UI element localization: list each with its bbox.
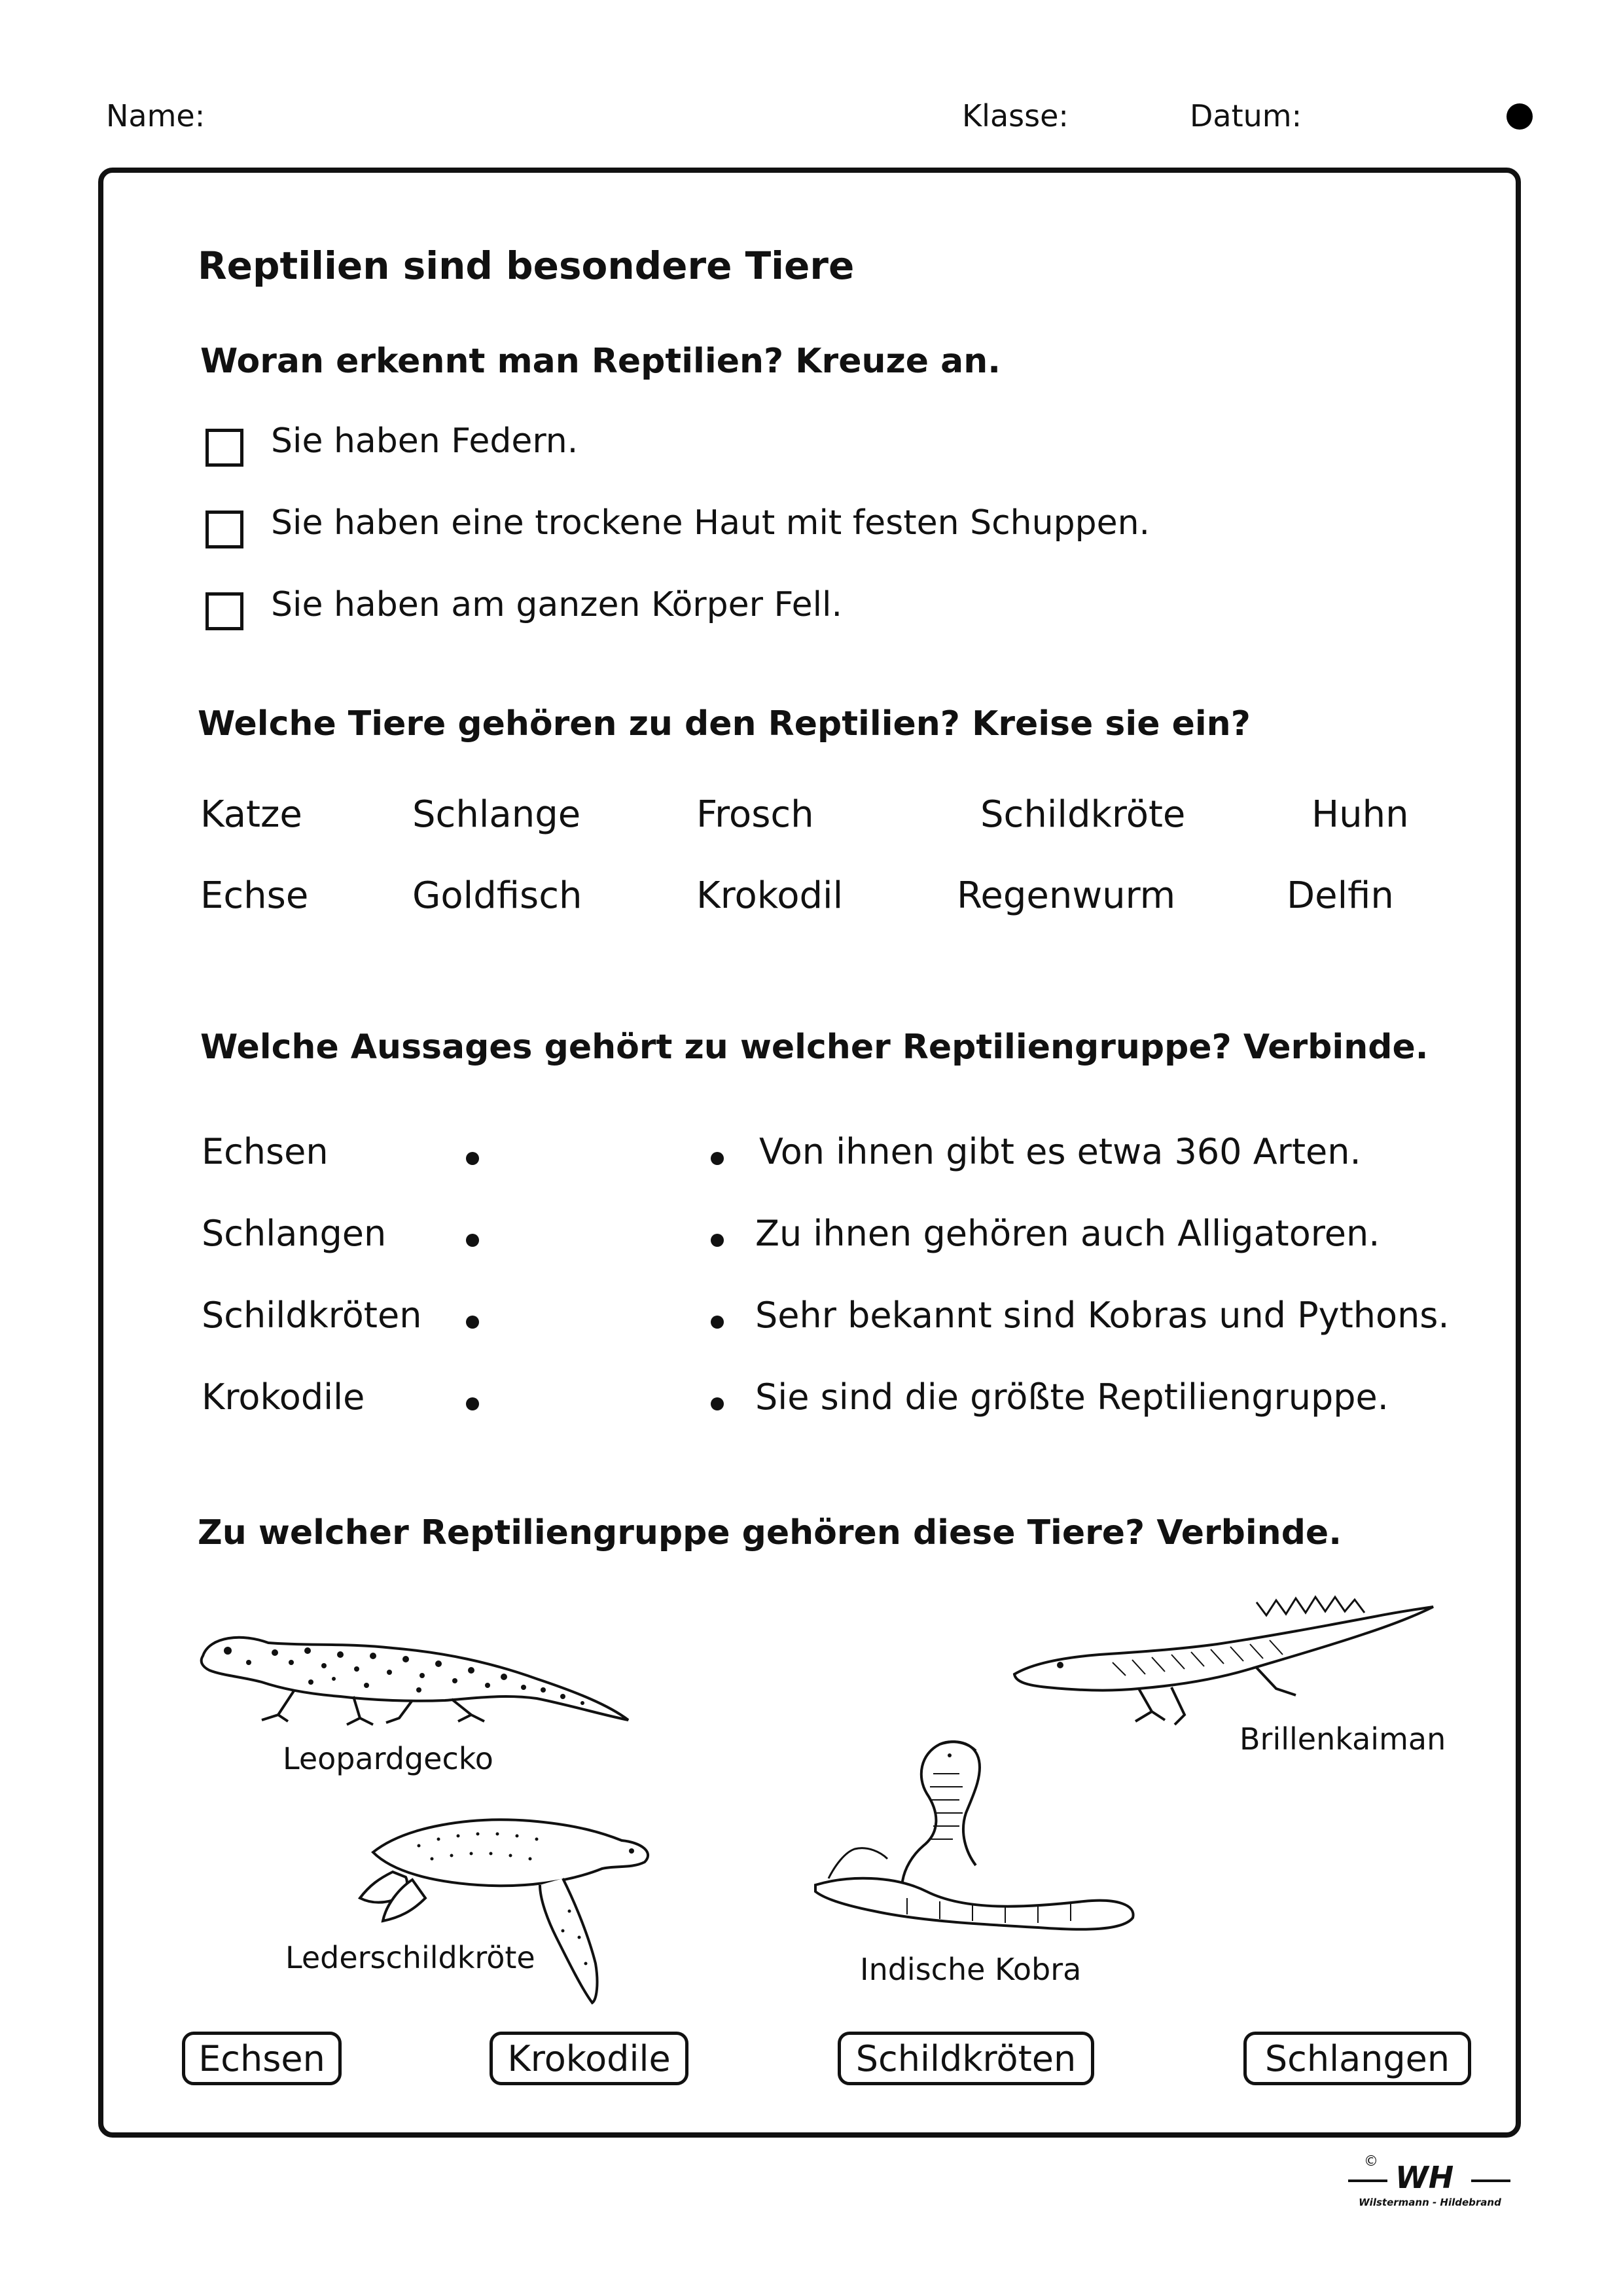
animal-caption: Lederschildkröte [285, 1940, 535, 1975]
connect-dot-left[interactable] [466, 1152, 479, 1165]
group-box-label: Krokodile [507, 2037, 671, 2079]
question-identify-reptiles: Woran erkennt man Reptilien? Kreuze an. [200, 342, 1001, 381]
date-label: Datum: [1190, 98, 1302, 134]
checkbox-option-3[interactable] [205, 592, 243, 630]
checkbox-option-2[interactable] [205, 511, 243, 548]
word-option[interactable]: Frosch [696, 793, 814, 836]
statement-right: Sie sind die größte Reptiliengruppe. [755, 1376, 1389, 1418]
word-option[interactable]: Krokodil [696, 874, 844, 917]
cobra-illustration [809, 1734, 1136, 1944]
copyright-symbol: © [1364, 2153, 1378, 2170]
statement-right: Von ihnen gibt es etwa 360 Arten. [759, 1131, 1361, 1172]
word-option[interactable]: Goldfisch [412, 874, 582, 917]
option-2-label: Sie haben eine trockene Haut mit festen Schuppen. [271, 503, 1150, 543]
logo-line-right [1471, 2179, 1510, 2182]
connect-dot-left[interactable] [466, 1397, 479, 1410]
group-box-label: Echsen [198, 2037, 325, 2079]
group-label-left: Echsen [202, 1131, 329, 1172]
statement-right: Sehr bekannt sind Kobras und Pythons. [755, 1295, 1450, 1336]
group-box-echsen[interactable] [182, 2032, 342, 2085]
question-match-statements: Welche Aussages gehört zu welcher Reptiliengruppe? Verbinde. [200, 1028, 1429, 1067]
word-option[interactable]: Regenwurm [957, 874, 1176, 917]
name-label: Name: [106, 98, 205, 134]
group-label-left: Krokodile [202, 1376, 365, 1418]
statement-right: Zu ihnen gehören auch Alligatoren. [755, 1213, 1380, 1254]
connect-dot-left[interactable] [466, 1316, 479, 1329]
word-option[interactable]: Katze [200, 793, 302, 836]
group-label-left: Schildkröten [202, 1295, 422, 1336]
connect-dot-right[interactable] [711, 1234, 724, 1247]
question-which-animals: Welche Tiere gehören zu den Reptilien? Kreise sie ein? [198, 704, 1251, 744]
publisher-logo [1348, 2153, 1512, 2212]
checkbox-option-1[interactable] [205, 429, 243, 467]
group-label-left: Schlangen [202, 1213, 387, 1254]
connect-dot-right[interactable] [711, 1397, 724, 1410]
connect-dot-right[interactable] [711, 1152, 724, 1165]
group-box-schlangen[interactable] [1243, 2032, 1471, 2085]
word-option[interactable]: Delfin [1287, 874, 1394, 917]
word-option[interactable]: Huhn [1311, 793, 1409, 836]
worksheet-title: Reptilien sind besondere Tiere [198, 243, 855, 288]
leopard-gecko-illustration [196, 1617, 635, 1734]
punch-hole-marker [1507, 103, 1533, 130]
question-match-animals: Zu welcher Reptiliengruppe gehören diese Tiere? Verbinde. [198, 1513, 1342, 1552]
logo-subtitle: Wilstermann - Hildebrand [1359, 2197, 1501, 2208]
connect-dot-right[interactable] [711, 1316, 724, 1329]
option-1-label: Sie haben Federn. [271, 422, 579, 461]
logo-mark: WH [1395, 2160, 1454, 2195]
animal-caption: Indische Kobra [860, 1952, 1082, 1987]
group-box-krokodile[interactable] [490, 2032, 688, 2085]
group-box-label: Schlangen [1264, 2037, 1450, 2079]
group-box-label: Schildkröten [855, 2037, 1077, 2079]
word-option[interactable]: Schildkröte [980, 793, 1186, 836]
logo-line-left [1348, 2179, 1387, 2182]
word-option[interactable]: Echse [200, 874, 309, 917]
group-box-schildkroeten[interactable] [838, 2032, 1094, 2085]
option-3-label: Sie haben am ganzen Körper Fell. [271, 585, 843, 624]
animal-caption: Leopardgecko [283, 1741, 493, 1776]
word-option[interactable]: Schlange [412, 793, 581, 836]
animal-caption: Brillenkaiman [1240, 1721, 1446, 1757]
connect-dot-left[interactable] [466, 1234, 479, 1247]
class-label: Klasse: [962, 98, 1069, 134]
